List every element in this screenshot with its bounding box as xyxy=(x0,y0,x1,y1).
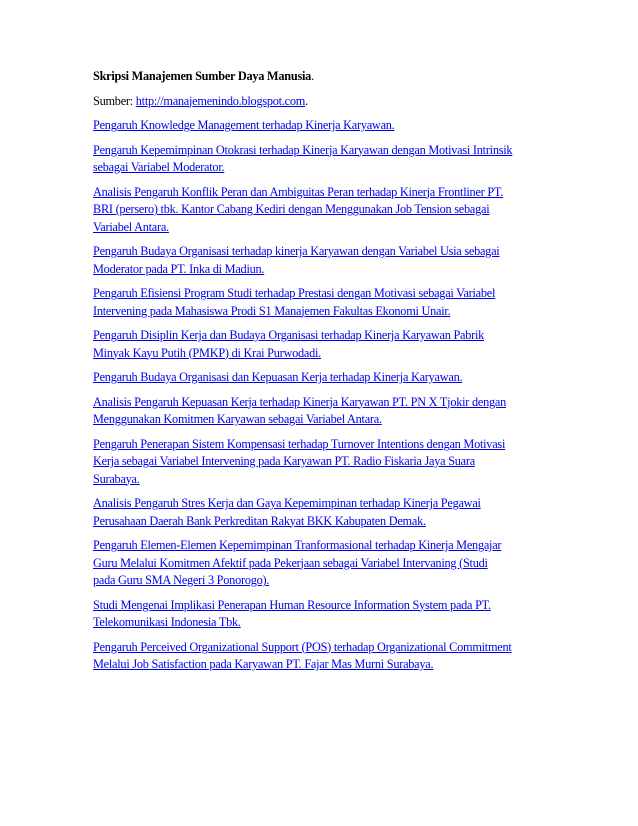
thesis-link-line: sebagai Variabel Moderator. xyxy=(93,160,225,174)
thesis-link-line: Variabel Antara. xyxy=(93,219,169,234)
thesis-entry xyxy=(93,537,553,590)
source-link[interactable]: http://manajemenindo.blogspot.com xyxy=(135,93,306,108)
thesis-entry xyxy=(93,142,553,177)
thesis-entry xyxy=(93,369,553,387)
thesis-entry xyxy=(93,394,553,429)
thesis-link[interactable] xyxy=(93,538,501,587)
thesis-link-line: Menggunakan Komitmen Karyawan sebagai Variabel Antara. xyxy=(93,412,382,426)
thesis-link-line: Pengaruh Budaya Organisasi terhadap kinerja Karyawan dengan Variabel Usia sebagai xyxy=(93,244,500,258)
thesis-link-line: Pengaruh Penerapan Sistem Kompensasi terhadap Turnover Intentions dengan Motivasi xyxy=(93,436,506,451)
thesis-link-line: Intervening pada Mahasiswa Prodi S1 Manajemen Fakultas Ekonomi Unair. xyxy=(93,303,451,318)
thesis-entry xyxy=(93,327,553,362)
thesis-link[interactable] xyxy=(93,328,484,360)
document-body xyxy=(93,68,553,681)
thesis-link-line: Pengaruh Perceived Organizational Support (POS) terhadap Organizational Commitment xyxy=(93,639,512,654)
thesis-link[interactable] xyxy=(93,244,499,276)
thesis-link-line: Pengaruh Kepemimpinan Otokrasi terhadap Kinerja Karyawan dengan Motivasi Intrinsik xyxy=(93,142,513,157)
source-punct: . xyxy=(305,93,308,108)
thesis-link[interactable] xyxy=(93,395,506,427)
thesis-link-line: Minyak Kayu Putih (PMKP) di Krai Purwodadi. xyxy=(93,345,322,360)
thesis-link-line: Studi Mengenai Implikasi Penerapan Human Resource Information System pada PT. xyxy=(93,597,491,612)
thesis-link[interactable] xyxy=(93,370,462,384)
thesis-link-line: Melalui Job Satisfaction pada Karyawan PT. Fajar Mas Murni Surabaya. xyxy=(93,657,434,671)
thesis-link[interactable] xyxy=(93,496,481,528)
thesis-link-line: Analisis Pengaruh Konflik Peran dan Ambiguitas Peran terhadap Kinerja Frontliner PT. xyxy=(93,184,504,199)
thesis-entry xyxy=(93,495,553,530)
thesis-link-line: Pengaruh Efisiensi Program Studi terhadap Prestasi dengan Motivasi sebagai Variabel xyxy=(93,286,496,300)
thesis-list xyxy=(93,117,553,674)
thesis-link[interactable] xyxy=(93,118,395,132)
thesis-link-line: Analisis Pengaruh Kepuasan Kerja terhadap Kinerja Karyawan PT. PN X Tjokir dengan xyxy=(93,394,506,409)
thesis-entry xyxy=(93,597,553,632)
thesis-link-line: Kerja sebagai Variabel Intervening pada Karyawan PT. Radio Fiskaria Jaya Suara xyxy=(93,454,475,468)
thesis-entry xyxy=(93,184,553,237)
thesis-link[interactable] xyxy=(93,185,503,234)
thesis-link-line: Telekomunikasi Indonesia Tbk. xyxy=(93,615,241,629)
thesis-link-line: Surabaya. xyxy=(93,471,140,486)
thesis-link-line: Moderator pada PT. Inka di Madiun. xyxy=(93,261,265,276)
thesis-link-line: Guru Melalui Komitmen Afektif pada Pekerjaan sebagai Variabel Intervaning (Studi xyxy=(93,555,488,570)
thesis-link[interactable] xyxy=(93,640,512,672)
thesis-link[interactable] xyxy=(93,437,505,486)
thesis-link-line: Pengaruh Disiplin Kerja dan Budaya Organisasi terhadap Kinerja Karyawan Pabrik xyxy=(93,328,485,342)
thesis-link-line: Pengaruh Knowledge Management terhadap Kinerja Karyawan. xyxy=(93,118,395,132)
thesis-link[interactable] xyxy=(93,286,495,318)
thesis-link[interactable] xyxy=(93,598,491,630)
thesis-link-line: Pengaruh Budaya Organisasi dan Kepuasan Kerja terhadap Kinerja Karyawan. xyxy=(93,370,463,384)
thesis-entry xyxy=(93,285,553,320)
source-label: Sumber: xyxy=(93,93,136,108)
thesis-entry xyxy=(93,639,553,674)
thesis-entry xyxy=(93,436,553,489)
thesis-entry xyxy=(93,117,553,135)
document-title xyxy=(93,68,553,86)
thesis-link-line: pada Guru SMA Negeri 3 Ponorogo). xyxy=(93,573,270,587)
thesis-link-line: Analisis Pengaruh Stres Kerja dan Gaya Kepemimpinan terhadap Kinerja Pegawai xyxy=(93,496,481,510)
title-text: Skripsi Manajemen Sumber Daya Manusia xyxy=(93,69,312,83)
thesis-link-line: BRI (persero) tbk. Kantor Cabang Kediri dengan Menggunakan Job Tension sebagai xyxy=(93,202,490,216)
thesis-link-line: Perusahaan Daerah Bank Perkreditan Rakyat BKK Kabupaten Demak. xyxy=(93,513,426,528)
thesis-link[interactable] xyxy=(93,143,512,175)
thesis-link-line: Pengaruh Elemen-Elemen Kepemimpinan Tranformasional terhadap Kinerja Mengajar xyxy=(93,538,502,552)
title-punct: . xyxy=(311,69,314,83)
source-line xyxy=(93,93,553,111)
thesis-entry xyxy=(93,243,553,278)
